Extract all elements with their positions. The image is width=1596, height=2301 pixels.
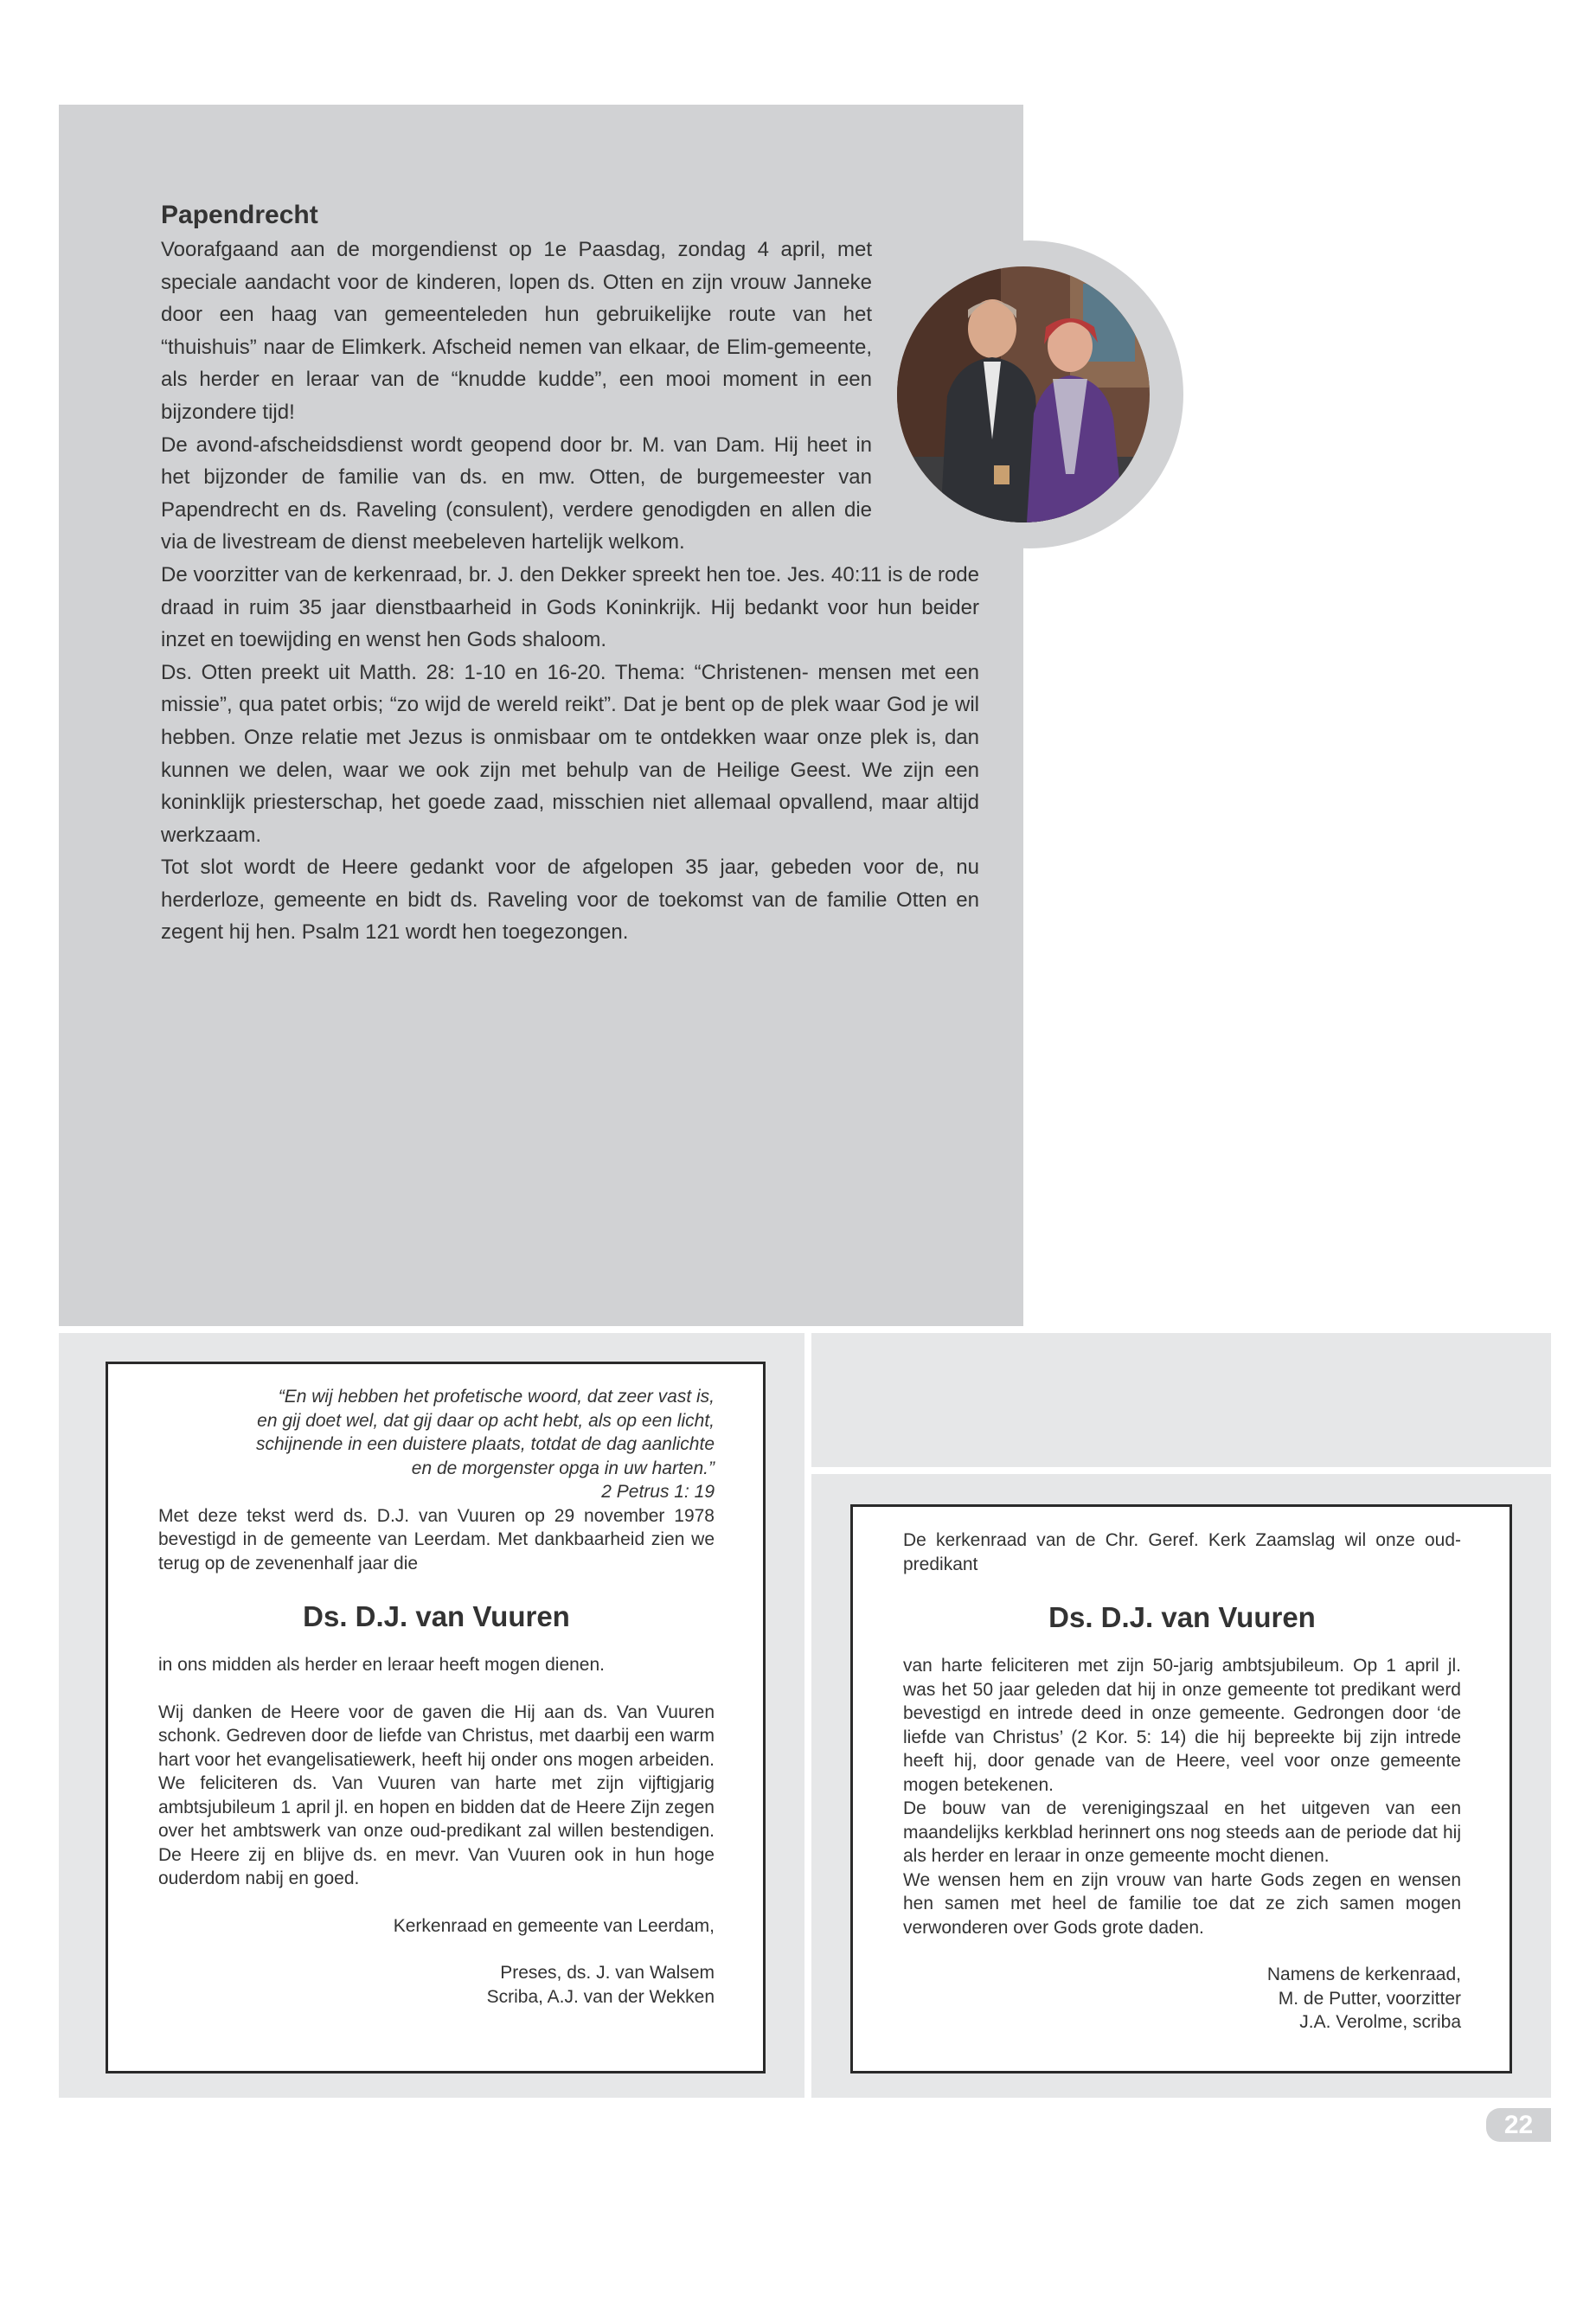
page-number: 22 [1486,2108,1551,2142]
notice-signature: M. de Putter, voorzitter [1278,1988,1461,2009]
notice-signature: Scriba, A.J. van der Wekken [486,1986,715,2007]
article-title: Papendrecht [161,201,318,229]
article-paragraph: Voorafgaand aan de morgendienst op 1e Paasdag, zondag 4 april, met speciale aandacht voor de kinderen, lopen ds. Otten en zijn vrouw Janneke door een haag van gemeenteleden hun gebruikelijke route van het “thuishuis” naar de Elimkerk. Afscheid nemen van elkaar, de Elim-gemeente, als herder en leraar van de “knudde kudde”, een mooi moment in een bijzondere tijd! [161,238,872,424]
notice-name-heading: Ds. D.J. van Vuuren [1048,1601,1316,1633]
notice-intro: Met deze tekst werd ds. D.J. van Vuuren op 29 november 1978 bevestigd in de gemeente van Leerdam. Met dankbaarheid zien we terug op de zevenenhalf jaar die [158,1505,715,1574]
notice-intro: De kerkenraad van de Chr. Geref. Kerk Zaamslag wil onze oud-predikant [903,1530,1461,1574]
quote-line: schijnende in een duistere plaats, totdat de dag aanlichte [255,1434,715,1454]
notice-signature: J.A. Verolme, scriba [1299,2012,1461,2032]
article-paragraph: Tot slot wordt de Heere gedankt voor de afgelopen 35 jaar, gebeden voor de, nu herderloze, gemeente en bidt ds. Raveling voor de toekomst van de familie Otten en zegent hij hen. Psalm 121 wordt hen toegezongen. [161,856,979,945]
notice-signature: Preses, ds. J. van Walsem [500,1963,715,1983]
quote-line: en de morgenster opga in uw harten.” [411,1458,715,1478]
quote-line: en gij doet wel, dat gij daar op acht hebt, als op een licht, [257,1410,715,1431]
notice-signature: Namens de kerkenraad, [1266,1965,1461,1984]
notice-sender: Kerkenraad en gemeente van Leerdam, [393,1915,715,1936]
quote-reference: 2 Petrus 1: 19 [601,1482,715,1502]
bottom-right-top-panel [811,1333,1551,1467]
article-paragraph: De avond-afscheidsdienst wordt geopend door br. M. van Dam. Hij heet in het bijzonder de familie van ds. en mw. Otten, de burgemeester van Papendrecht en ds. Raveling (consulent), verdere genodigden en allen die via de livestream de dienst meebeleven hartelijk welkom. [161,433,872,554]
notice-name-heading: Ds. D.J. van Vuuren [303,1600,570,1632]
zaamslag-notice [850,1504,1512,2073]
leerdam-notice [106,1362,766,2073]
article [161,201,979,949]
notice-body: We wensen hem en zijn vrouw van harte Gods zegen en wensen hen samen met heel de familie toe dat ze zich samen mogen verwonderen over Gods grote daden. [903,1869,1461,1938]
quote-line: “En wij hebben het profetische woord, dat zeer vast is, [278,1387,715,1407]
notice-body: van harte feliciteren met zijn 50-jarig ambtsjubileum. Op 1 april jl. was het 50 jaar geleden dat hij in onze gemeente tot predikant werd bevestigd en intrede deed in onze gemeente. Gedrongen door ‘de liefde van Christus’ (2 Kor. 5: 14) die hij bepreekte bij zijn intrede heeft hij, door genade van de Heere, veel voor onze gemeente mogen betekenen. [903,1656,1461,1795]
article-paragraph: De voorzitter van de kerkenraad, br. J. den Dekker spreekt hen toe. Jes. 40:11 is de rode draad in ruim 35 jaar dienstbaarheid in Gods Koninkrijk. Hij bedankt voor hun beider inzet en toewijding en wenst hen Gods shaloom. [161,562,979,652]
notice-body: Wij danken de Heere voor de gaven die Hij aan ds. Van Vuuren schonk. Gedreven door de liefde van Christus, met daarbij een warm hart voor het evangelisatiewerk, heeft hij onder ons mogen arbeiden. We feliciteren ds. Van Vuuren van harte met zijn vijftigjarig ambtsjubileum 1 april jl. en hopen en bidden dat de Heere Zijn zegen over het ambtswerk van onze oud-predikant zal willen bestendigen. De Heere zij en blijve ds. en mevr. Van Vuuren ook in hun hoge ouderdom nabij en goed. [158,1702,715,1888]
notice-body: De bouw van de verenigingszaal en het uitgeven van een maandelijks kerkblad herinnert ons nog steeds aan de periode dat hij als herder en leraar in onze gemeente mocht dienen. [903,1798,1461,1866]
article-paragraph: Ds. Otten preekt uit Matth. 28: 1-10 en 16-20. Thema: “Christenen- mensen met een missie”, qua patet orbis; “zo wijd de wereld reikt”. Dat je bent op de plek waar God je wil hebben. Onze relatie met Jezus is onmisbaar om te ontdekken waar onze plek is, dan kunnen we delen, waar we ook zijn met behulp van de Heilige Geest. We zijn een koninklijk priesterschap, het goede zaad, misschien niet allemaal opvallend, maar altijd werkzaam. [161,660,979,847]
notice-after-name: in ons midden als herder en leraar heeft mogen dienen. [158,1655,605,1675]
